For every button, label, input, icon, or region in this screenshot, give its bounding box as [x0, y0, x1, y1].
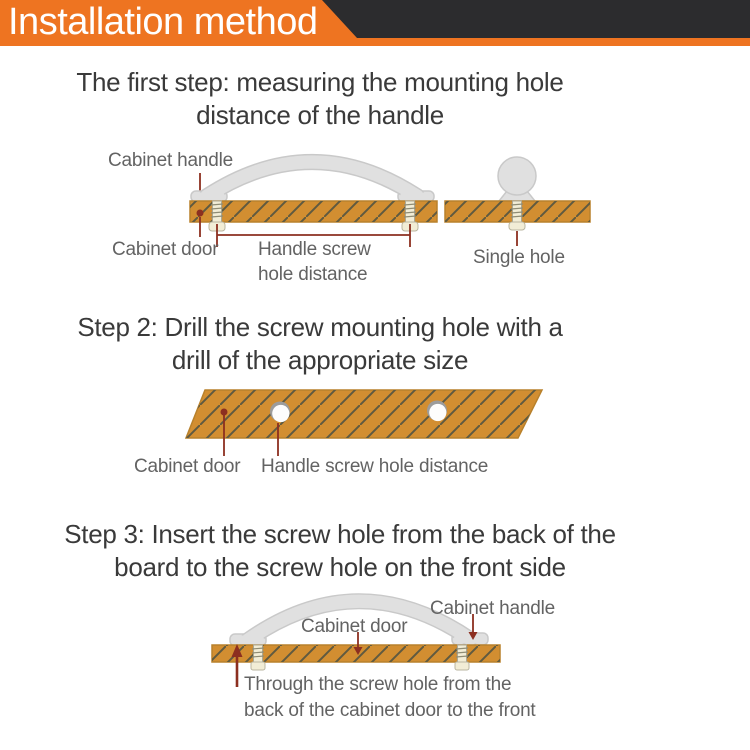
cabinet-door-board-icon — [190, 201, 590, 222]
step3-label-cabinet-door: Cabinet door — [301, 616, 408, 637]
step3-heading — [20, 518, 660, 584]
step1-heading-line1: The first step: measuring the mounting hole — [76, 67, 564, 97]
step2-diagram — [180, 385, 580, 463]
step3-caption — [244, 672, 536, 724]
step1-label-handle-screw-line1: Handle screw — [258, 239, 371, 260]
step1-label-cabinet-handle: Cabinet handle — [108, 150, 234, 171]
cabinet-door-pointer — [197, 210, 204, 238]
step3-label-cabinet-handle: Cabinet handle — [430, 598, 556, 619]
step2-heading-line2: drill of the appropriate size — [171, 345, 469, 375]
page-title: Installation method — [8, 1, 318, 43]
step3-heading-line1: Step 3: Insert the screw hole from the back of the — [64, 519, 616, 549]
step3-heading-line2: board to the screw hole on the front side — [114, 552, 566, 582]
knob-handle-icon — [498, 157, 536, 201]
screw-icon — [251, 645, 265, 670]
step1-label-single-hole: Single hole — [473, 247, 565, 268]
banner-dark-shape — [322, 0, 750, 38]
step1-label-handle-screw-line2: hole distance — [258, 264, 368, 285]
screw-icon — [455, 645, 469, 670]
step3-caption-line2: back of the cabinet door to the front — [244, 700, 536, 721]
cabinet-door-board-icon — [186, 390, 542, 438]
header-banner — [0, 0, 750, 46]
step2-label-hole-distance: Handle screw hole distance — [261, 456, 489, 477]
step3-caption-line1: Through the screw hole from the — [244, 674, 512, 695]
step1-label-cabinet-door: Cabinet door — [112, 239, 219, 260]
step2-heading-line1: Step 2: Drill the screw mounting hole with a — [77, 312, 563, 342]
step1-label-handle-screw — [258, 237, 371, 287]
step1-heading — [20, 66, 620, 132]
step1-heading-line2: distance of the handle — [196, 100, 444, 130]
step2-heading — [20, 311, 620, 377]
step2-label-cabinet-door: Cabinet door — [134, 456, 241, 477]
